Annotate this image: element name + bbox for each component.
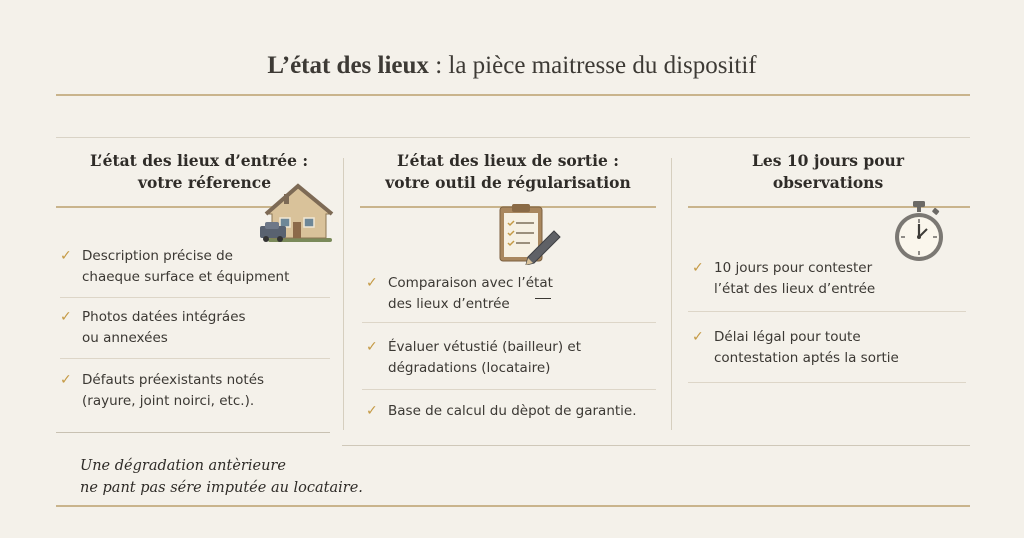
item-divider: [60, 358, 330, 359]
item-text: Base de calcul du dèpot de garantie.: [388, 403, 637, 419]
list-item: [692, 258, 962, 300]
title-rest: : la pièce maitresse du dispositif: [428, 52, 757, 79]
item-text: 10 jours pour contester: [714, 260, 873, 276]
title-divider: [56, 94, 970, 96]
item-text: Description précise de: [82, 248, 233, 264]
column-heading-rule: [56, 206, 278, 208]
top-divider: [56, 137, 970, 138]
item-divider: [56, 432, 330, 433]
check-icon: ✓: [366, 403, 378, 419]
check-icon: ✓: [692, 329, 704, 345]
clipboard-icon: [494, 203, 564, 265]
item-text: contestation aptés la sortie: [714, 350, 899, 366]
list-item: [366, 401, 656, 422]
list-item: [366, 273, 656, 315]
item-divider: [60, 297, 330, 298]
item-divider: [688, 311, 966, 312]
check-icon: ✓: [60, 372, 72, 388]
check-icon: ✓: [366, 275, 378, 291]
column-separator: [671, 158, 672, 430]
list-item: [60, 307, 320, 349]
item-divider: [362, 389, 656, 390]
item-text: Comparaison avec l’état: [388, 275, 553, 291]
item-text: Délai légal pour toute: [714, 329, 861, 345]
item-divider: [362, 322, 656, 323]
stopwatch-icon: [891, 199, 947, 265]
footer-line: Une dégradation antèrieure: [80, 458, 286, 474]
item-text: dégradations (locataire): [388, 360, 551, 376]
page-title: [0, 52, 1024, 80]
column-observations: [688, 150, 968, 194]
heading-line: votre outil de régularisation: [385, 173, 631, 192]
footer-divider: [56, 505, 970, 507]
heading-line: L’état des lieux de sortie :: [397, 151, 619, 170]
text-mark: [535, 298, 551, 299]
column-separator: [343, 158, 344, 430]
heading-line: Les 10 jours pour: [752, 151, 904, 170]
footer-top-divider: [342, 445, 970, 446]
heading-line: votre réference: [138, 173, 272, 192]
column-heading: [688, 150, 968, 194]
item-text: ou annexées: [82, 330, 168, 346]
footer-note: [80, 455, 363, 499]
item-text: Photos datées intégráes: [82, 309, 246, 325]
heading-line: observations: [772, 173, 884, 192]
list-item: [366, 337, 656, 379]
column-sortie: [358, 150, 658, 194]
item-text: l’état des lieux d’entrée: [714, 281, 876, 297]
check-icon: ✓: [60, 309, 72, 325]
check-icon: ✓: [366, 339, 378, 355]
item-text: chaeque surface et équipment: [82, 269, 290, 285]
item-divider: [688, 382, 966, 383]
item-text: des lieux d’entrée: [388, 296, 510, 312]
heading-line: L’état des lieux d’entrée :: [90, 151, 309, 170]
list-item: [60, 370, 320, 412]
list-item: [692, 327, 962, 369]
title-bold: L’état des lieux: [267, 52, 429, 79]
item-text: Évaluer vétustié (bailleur) et: [388, 339, 581, 355]
list-item: [60, 246, 320, 288]
check-icon: ✓: [692, 260, 704, 276]
check-icon: ✓: [60, 248, 72, 264]
column-heading: [358, 150, 658, 194]
footer-line: ne pant pas sére imputée au locataire.: [80, 480, 363, 496]
item-text: Défauts préexistants notés: [82, 372, 265, 388]
house-icon: [258, 182, 338, 244]
item-text: (rayure, joint noirci, etc.).: [82, 393, 255, 409]
